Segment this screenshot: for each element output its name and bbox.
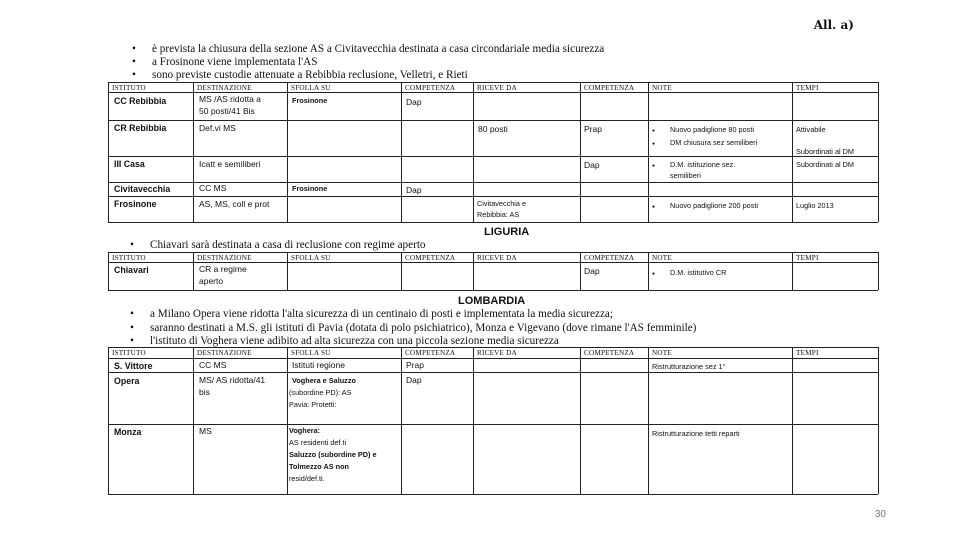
row-sfolla: Frosinone bbox=[292, 96, 328, 105]
row-tempi: Subordinati al DM bbox=[796, 160, 854, 169]
row-destinazione: Def.vi MS bbox=[199, 123, 236, 133]
col-competenza: COMPETENZA bbox=[405, 254, 456, 262]
col-tempi: TEMPI bbox=[796, 349, 819, 357]
col-competenza-2: COMPETENZA bbox=[584, 84, 635, 92]
page-number: 30 bbox=[874, 509, 886, 520]
col-note: NOTE bbox=[652, 84, 672, 92]
row-note: semiliberi bbox=[670, 171, 701, 180]
col-note: NOTE bbox=[652, 349, 672, 357]
col-sfolla: SFOLLA SU bbox=[291, 84, 331, 92]
row-destinazione: CC MS bbox=[199, 183, 227, 193]
col-riceve: RICEVE DA bbox=[477, 254, 517, 262]
row-destinazione: AS, MS, coll e prot bbox=[199, 199, 270, 209]
row-sfolla: Saluzzo (subordine PD) e bbox=[289, 450, 377, 459]
row-istituto: Chiavari bbox=[114, 265, 149, 275]
row-destinazione: aperto bbox=[199, 276, 224, 286]
row-note: Ristrutturazione tetti reparti bbox=[652, 429, 740, 438]
row-sfolla: resid/def.ti. bbox=[289, 474, 325, 483]
col-competenza-2: COMPETENZA bbox=[584, 349, 635, 357]
row-competenza: Dap bbox=[406, 375, 422, 385]
col-competenza: COMPETENZA bbox=[405, 349, 456, 357]
lazio-bullet-2: • a Frosinone viene implementata l'AS bbox=[152, 56, 317, 69]
row-tempi: Subordinati al DM bbox=[796, 147, 854, 156]
row-istituto: Monza bbox=[114, 427, 142, 437]
col-sfolla: SFOLLA SU bbox=[291, 254, 331, 262]
row-note: ● Nuovo padiglione 80 posti bbox=[670, 125, 754, 135]
row-sfolla: Frosinone bbox=[292, 184, 328, 193]
row-riceve: Rebibbia: AS bbox=[477, 210, 520, 219]
row-note: Ristrutturazione sez 1° bbox=[652, 362, 726, 371]
col-competenza: COMPETENZA bbox=[405, 84, 456, 92]
row-istituto: CR Rebibbia bbox=[114, 123, 167, 133]
row-destinazione: CC MS bbox=[199, 360, 227, 370]
col-istituto: ISTITUTO bbox=[112, 254, 146, 262]
row-istituto: Opera bbox=[114, 376, 140, 386]
row-destinazione: MS/ AS ridotta/41 bbox=[199, 375, 266, 385]
row-istituto: S. Vittore bbox=[114, 361, 153, 371]
row-tempi: Luglio 2013 bbox=[796, 201, 834, 210]
row-sfolla: Voghera e Saluzzo bbox=[292, 376, 356, 385]
col-riceve: RICEVE DA bbox=[477, 84, 517, 92]
row-note: ● DM chiusura sez semiliberi bbox=[670, 138, 757, 148]
col-sfolla: SFOLLA SU bbox=[291, 349, 331, 357]
row-destinazione: Icatt e semiliberi bbox=[199, 159, 261, 169]
col-tempi: TEMPI bbox=[796, 254, 819, 262]
row-destinazione: 50 posti/41 Bis bbox=[199, 106, 255, 116]
row-destinazione: MS /AS ridotta a bbox=[199, 94, 261, 104]
row-istituto: CC Rebibbia bbox=[114, 96, 167, 106]
section-title-liguria: LIGURIA bbox=[484, 226, 530, 238]
lazio-bullet-3: • sono previste custodie attenuate a Rebibbia reclusione, Velletri, e Rieti bbox=[152, 69, 468, 82]
row-istituto: Civitavecchia bbox=[114, 184, 171, 194]
lazio-bullet-1: • è prevista la chiusura della sezione AS a Civitavecchia destinata a casa circondariale media sicurezza bbox=[152, 43, 604, 56]
row-destinazione: MS bbox=[199, 426, 212, 436]
row-destinazione: bis bbox=[199, 387, 210, 397]
col-destinazione: DESTINAZIONE bbox=[197, 254, 252, 262]
lombardia-bullet-2: • saranno destinati a M.S. gli istituti di Pavia (dotata di polo psichiatrico), Monza e Vigevano (dove rimane l'AS femminile) bbox=[150, 322, 696, 335]
row-note: ● D.M. istitutivo CR bbox=[670, 268, 726, 278]
col-istituto: ISTITUTO bbox=[112, 84, 146, 92]
col-destinazione: DESTINAZIONE bbox=[197, 84, 252, 92]
row-destinazione: CR a regime bbox=[199, 264, 247, 274]
col-note: NOTE bbox=[652, 254, 672, 262]
row-sfolla: Tolmezzo AS non bbox=[289, 462, 349, 471]
row-competenza-2: Prap bbox=[584, 124, 602, 134]
row-sfolla: Pavia: Protetti: bbox=[289, 400, 337, 409]
row-riceve: Civitavecchia e bbox=[477, 199, 527, 208]
row-competenza-2: Dap bbox=[584, 160, 600, 170]
row-istituto: III Casa bbox=[114, 159, 145, 169]
row-sfolla: (subordine PD): AS bbox=[289, 388, 352, 397]
row-riceve: 80 posti bbox=[478, 124, 508, 134]
row-note: ● D.M. istituzione sez. bbox=[670, 160, 735, 170]
row-competenza-2: Dap bbox=[584, 266, 600, 276]
col-istituto: ISTITUTO bbox=[112, 349, 146, 357]
row-competenza: Prap bbox=[406, 360, 424, 370]
col-riceve: RICEVE DA bbox=[477, 349, 517, 357]
row-tempi: Attivabile bbox=[796, 125, 826, 134]
lombardia-bullet-3: • l'istituto di Voghera viene adibito ad alta sicurezza con una piccola sezione media sicurezza bbox=[150, 335, 559, 348]
row-note: ● Nuovo padiglione 200 posti bbox=[670, 201, 758, 211]
row-competenza: Dap bbox=[406, 97, 422, 107]
allegato-label: All. a) bbox=[813, 18, 854, 32]
section-title-lombardia: LOMBARDIA bbox=[458, 295, 526, 307]
col-tempi: TEMPI bbox=[796, 84, 819, 92]
lombardia-bullet-1: • a Milano Opera viene ridotta l'alta sicurezza di un centinaio di posti e implementata la media sicurezza; bbox=[150, 308, 613, 321]
row-competenza: Dap bbox=[406, 185, 422, 195]
row-sfolla: Voghera: bbox=[289, 426, 321, 435]
liguria-bullet: • Chiavari sarà destinata a casa di reclusione con regime aperto bbox=[150, 239, 426, 252]
row-sfolla: Istituti regione bbox=[292, 360, 345, 370]
row-sfolla: AS residenti def.ti bbox=[289, 438, 347, 447]
col-destinazione: DESTINAZIONE bbox=[197, 349, 252, 357]
col-competenza-2: COMPETENZA bbox=[584, 254, 635, 262]
row-istituto: Frosinone bbox=[114, 199, 157, 209]
